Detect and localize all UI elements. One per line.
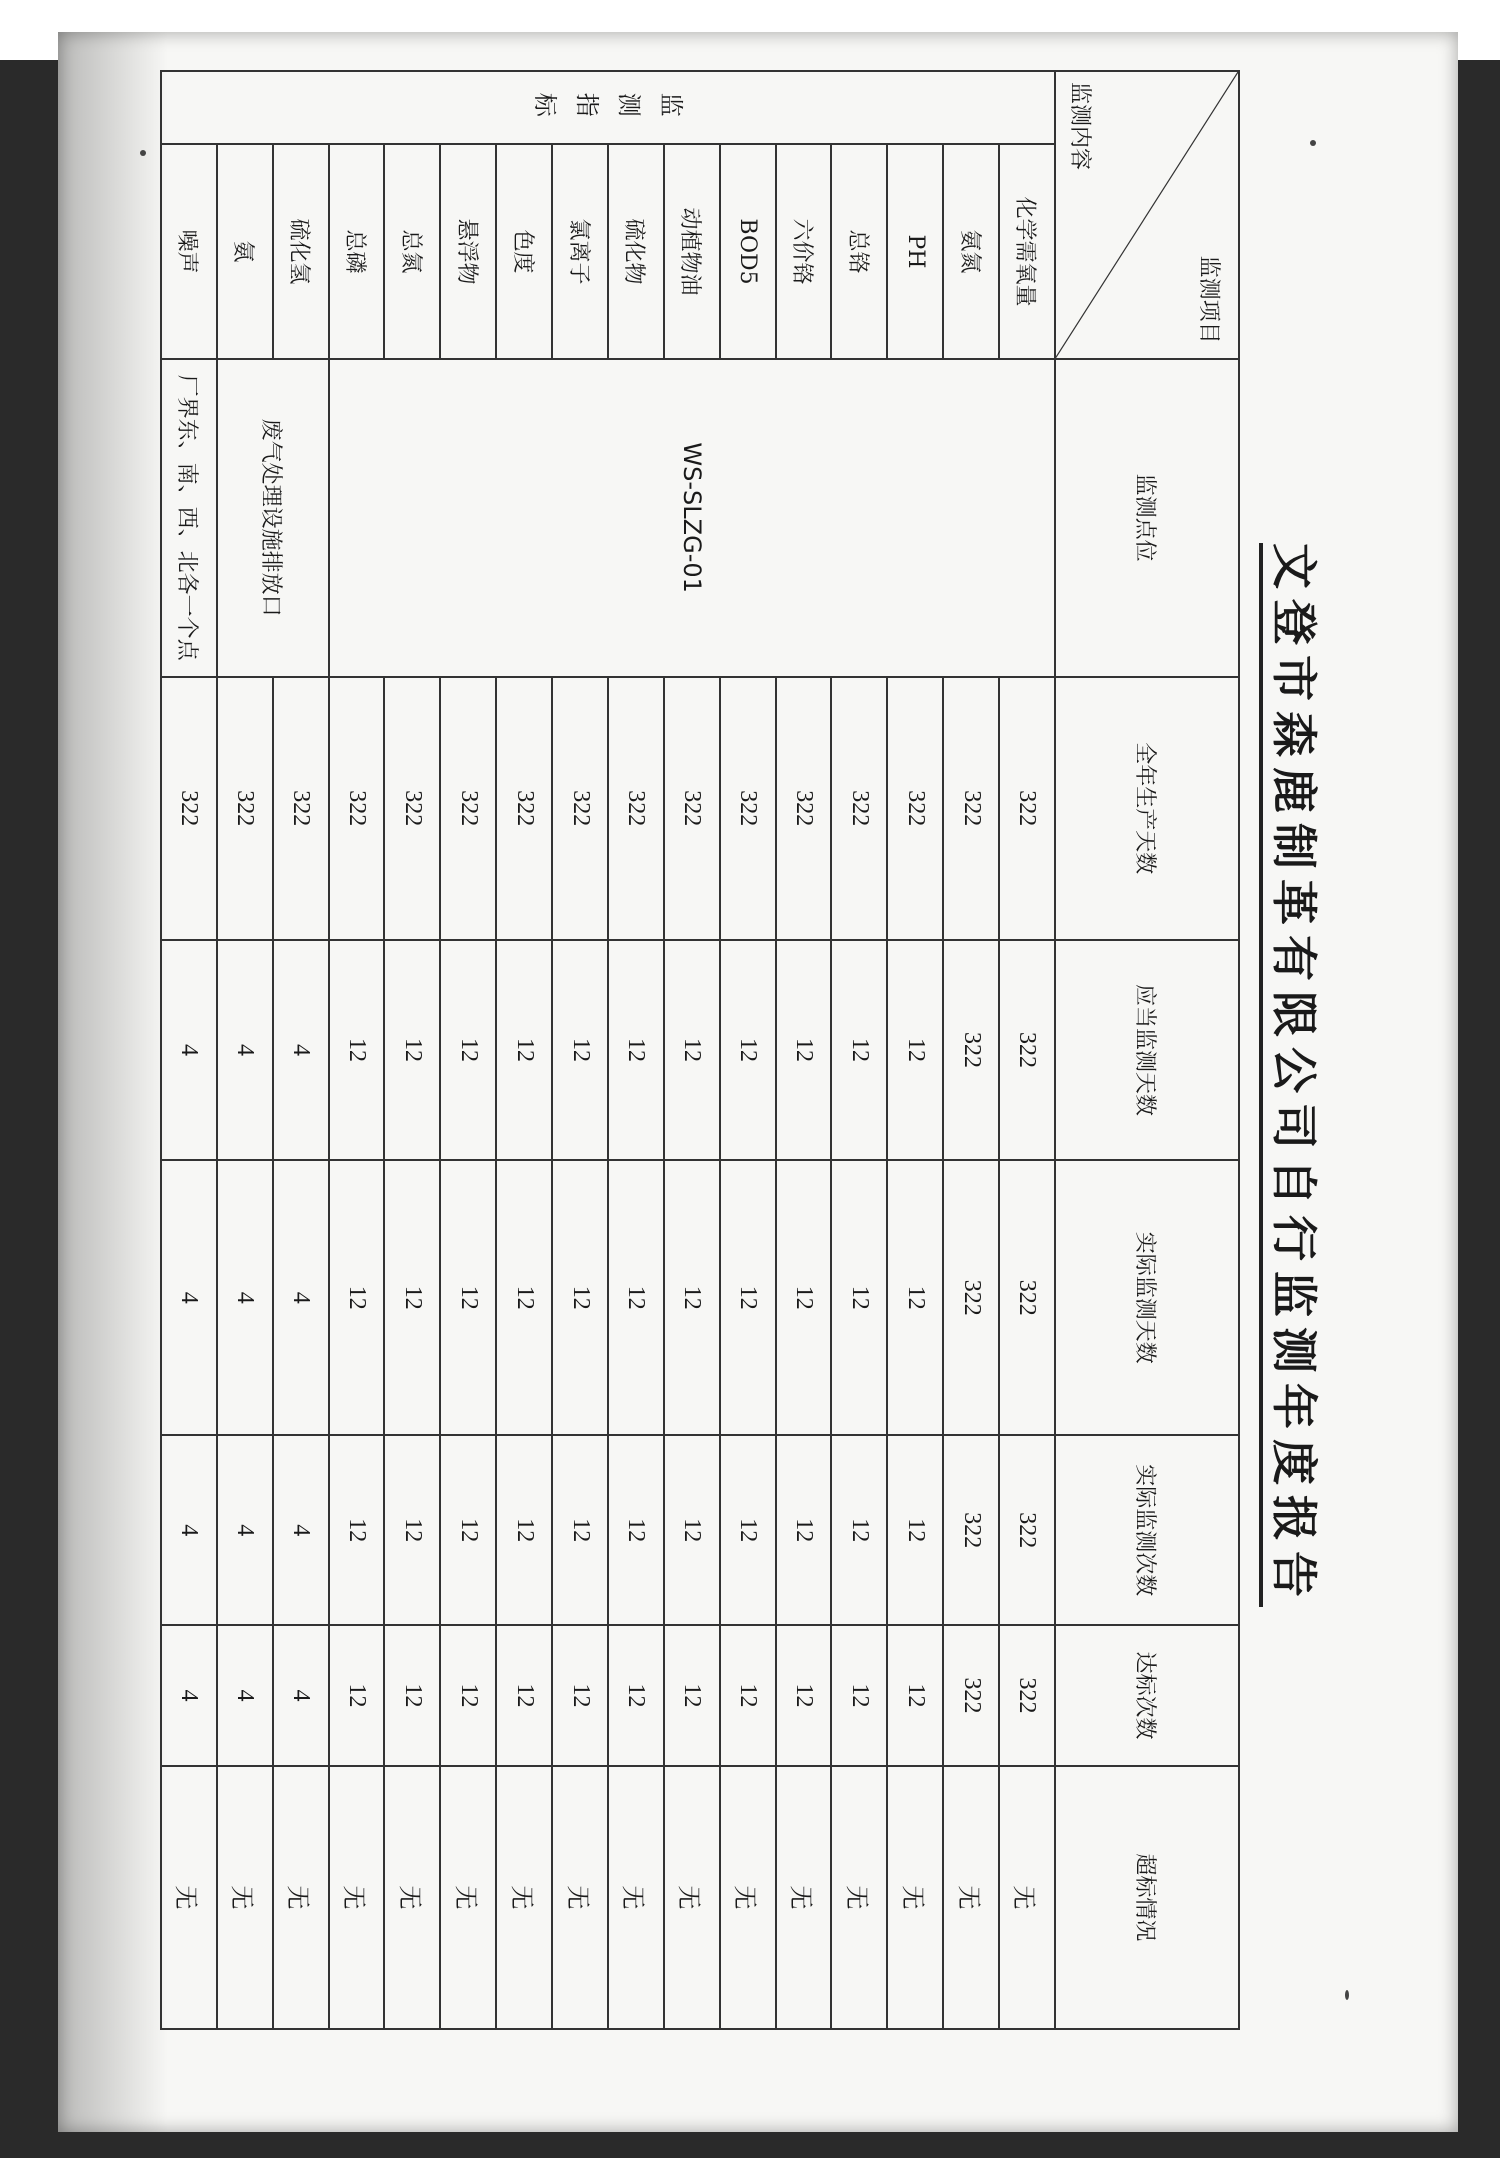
cell-actual-days: 12 bbox=[385, 1160, 441, 1435]
cell-should: 12 bbox=[440, 940, 496, 1160]
cell-should: 12 bbox=[608, 940, 664, 1160]
cell-pass: 4 bbox=[161, 1625, 217, 1766]
cell-should: 322 bbox=[943, 940, 999, 1160]
cell-actual-days: 12 bbox=[720, 1160, 776, 1435]
cell-should: 12 bbox=[887, 940, 943, 1160]
cell-exceed: 无 bbox=[664, 1766, 720, 2029]
cell-actual-times: 4 bbox=[161, 1435, 217, 1625]
cell-prod: 322 bbox=[664, 677, 720, 940]
row-item: 氨 bbox=[217, 144, 273, 358]
cell-actual-times: 12 bbox=[385, 1435, 441, 1625]
group-label-char: 指 bbox=[572, 92, 601, 123]
group-label-cell bbox=[161, 71, 1055, 144]
table-row bbox=[999, 71, 1055, 2029]
row-item: 总磷 bbox=[329, 144, 385, 358]
cell-should: 4 bbox=[161, 940, 217, 1160]
cell-prod: 322 bbox=[217, 677, 273, 940]
header-point: 监测点位 bbox=[1055, 359, 1239, 677]
cell-actual-times: 12 bbox=[887, 1435, 943, 1625]
cell-exceed: 无 bbox=[831, 1766, 887, 2029]
cell-exceed: 无 bbox=[720, 1766, 776, 2029]
table-row bbox=[273, 71, 329, 2029]
cell-prod: 322 bbox=[161, 677, 217, 940]
cell-actual-times: 12 bbox=[776, 1435, 832, 1625]
table-body bbox=[161, 71, 1055, 2029]
row-item: 硫化物 bbox=[608, 144, 664, 358]
row-item: 氯离子 bbox=[552, 144, 608, 358]
cell-should: 322 bbox=[999, 940, 1055, 1160]
cell-actual-days: 12 bbox=[440, 1160, 496, 1435]
cell-prod: 322 bbox=[329, 677, 385, 940]
cell-exceed: 无 bbox=[776, 1766, 832, 2029]
row-item: 悬浮物 bbox=[440, 144, 496, 358]
cell-prod: 322 bbox=[385, 677, 441, 940]
row-item: 化学需氧量 bbox=[999, 144, 1055, 358]
header-should-days: 应当监测天数 bbox=[1055, 940, 1239, 1160]
cell-actual-days: 12 bbox=[664, 1160, 720, 1435]
cell-exceed: 无 bbox=[329, 1766, 385, 2029]
cell-exceed: 无 bbox=[943, 1766, 999, 2029]
cell-prod: 322 bbox=[776, 677, 832, 940]
cell-exceed: 无 bbox=[161, 1766, 217, 2029]
cell-actual-days: 12 bbox=[831, 1160, 887, 1435]
cell-actual-days: 12 bbox=[552, 1160, 608, 1435]
cell-pass: 12 bbox=[385, 1625, 441, 1766]
cell-prod: 322 bbox=[273, 677, 329, 940]
header-pass-times: 达标次数 bbox=[1055, 1625, 1239, 1766]
header-exceed: 超标情况 bbox=[1055, 1766, 1239, 2029]
cell-should: 12 bbox=[496, 940, 552, 1160]
cell-pass: 12 bbox=[329, 1625, 385, 1766]
cell-actual-days: 12 bbox=[776, 1160, 832, 1435]
row-item: 色度 bbox=[496, 144, 552, 358]
header-actual-days: 实际监测天数 bbox=[1055, 1160, 1239, 1435]
cell-pass: 12 bbox=[776, 1625, 832, 1766]
cell-actual-times: 322 bbox=[999, 1435, 1055, 1625]
cell-pass: 12 bbox=[440, 1625, 496, 1766]
header-content-label: 监测内容 bbox=[1066, 82, 1092, 171]
cell-prod: 322 bbox=[720, 677, 776, 940]
cell-pass: 12 bbox=[887, 1625, 943, 1766]
cell-should: 12 bbox=[720, 940, 776, 1160]
table-row bbox=[161, 71, 217, 2029]
scan-speck bbox=[1345, 1990, 1349, 2000]
cell-actual-times: 12 bbox=[664, 1435, 720, 1625]
cell-exceed: 无 bbox=[273, 1766, 329, 2029]
cell-pass: 12 bbox=[496, 1625, 552, 1766]
row-item: 噪声 bbox=[161, 144, 217, 358]
row-item: PH bbox=[887, 144, 943, 358]
cell-should: 12 bbox=[831, 940, 887, 1160]
cell-should: 12 bbox=[329, 940, 385, 1160]
cell-actual-times: 322 bbox=[943, 1435, 999, 1625]
cell-actual-times: 12 bbox=[831, 1435, 887, 1625]
row-item: 总氮 bbox=[385, 144, 441, 358]
header-item-label: 监测项目 bbox=[1196, 255, 1221, 344]
report-title bbox=[1260, 530, 1330, 1620]
cell-actual-times: 12 bbox=[440, 1435, 496, 1625]
cell-actual-days: 4 bbox=[217, 1160, 273, 1435]
header-prod-days: 全年生产天数 bbox=[1055, 677, 1239, 940]
group-label-char: 标 bbox=[530, 92, 559, 123]
cell-pass: 12 bbox=[720, 1625, 776, 1766]
cell-prod: 322 bbox=[831, 677, 887, 940]
cell-prod: 322 bbox=[440, 677, 496, 940]
group-label-char: 监 bbox=[656, 92, 685, 123]
cell-actual-days: 4 bbox=[161, 1160, 217, 1435]
cell-actual-days: 322 bbox=[943, 1160, 999, 1435]
header-actual-times: 实际监测次数 bbox=[1055, 1435, 1239, 1625]
cell-prod: 322 bbox=[887, 677, 943, 940]
table-header-row bbox=[1055, 71, 1239, 2029]
group-label-char: 测 bbox=[614, 92, 643, 123]
cell-actual-days: 12 bbox=[329, 1160, 385, 1435]
row-item: 总铬 bbox=[831, 144, 887, 358]
row-item: 六价铬 bbox=[776, 144, 832, 358]
cell-actual-times: 12 bbox=[720, 1435, 776, 1625]
row-item: 氨氮 bbox=[943, 144, 999, 358]
cell-exceed: 无 bbox=[887, 1766, 943, 2029]
scan-speck bbox=[140, 150, 146, 156]
cell-actual-days: 4 bbox=[273, 1160, 329, 1435]
cell-actual-times: 12 bbox=[608, 1435, 664, 1625]
cell-prod: 322 bbox=[552, 677, 608, 940]
row-item: 硫化氢 bbox=[273, 144, 329, 358]
rotated-page-content bbox=[140, 60, 1330, 2060]
cell-pass: 4 bbox=[273, 1625, 329, 1766]
cell-pass: 12 bbox=[552, 1625, 608, 1766]
scan-speck bbox=[1310, 140, 1316, 146]
cell-actual-days: 12 bbox=[608, 1160, 664, 1435]
cell-exceed: 无 bbox=[999, 1766, 1055, 2029]
cell-prod: 322 bbox=[608, 677, 664, 940]
cell-exceed: 无 bbox=[440, 1766, 496, 2029]
cell-should: 12 bbox=[552, 940, 608, 1160]
cell-should: 12 bbox=[776, 940, 832, 1160]
cell-exceed: 无 bbox=[496, 1766, 552, 2029]
report-title-text: 文登市森鹿制革有限公司自行监测年度报告 bbox=[1259, 543, 1321, 1607]
cell-actual-times: 4 bbox=[273, 1435, 329, 1625]
cell-actual-times: 12 bbox=[552, 1435, 608, 1625]
row-item: BOD5 bbox=[720, 144, 776, 358]
cell-exceed: 无 bbox=[608, 1766, 664, 2029]
cell-actual-days: 12 bbox=[887, 1160, 943, 1435]
cell-actual-days: 322 bbox=[999, 1160, 1055, 1435]
cell-exceed: 无 bbox=[552, 1766, 608, 2029]
cell-prod: 322 bbox=[943, 677, 999, 940]
cell-exceed: 无 bbox=[217, 1766, 273, 2029]
cell-actual-times: 4 bbox=[217, 1435, 273, 1625]
cell-pass: 322 bbox=[943, 1625, 999, 1766]
cell-pass: 12 bbox=[608, 1625, 664, 1766]
monitoring-table bbox=[160, 70, 1240, 2030]
cell-should: 4 bbox=[273, 940, 329, 1160]
cell-prod: 322 bbox=[496, 677, 552, 940]
cell-pass: 12 bbox=[664, 1625, 720, 1766]
point-wastewater: WS-SLZG-01 bbox=[329, 359, 1055, 677]
cell-actual-times: 12 bbox=[329, 1435, 385, 1625]
cell-should: 12 bbox=[664, 940, 720, 1160]
cell-actual-days: 12 bbox=[496, 1160, 552, 1435]
cell-pass: 4 bbox=[217, 1625, 273, 1766]
cell-actual-times: 12 bbox=[496, 1435, 552, 1625]
row-item: 动植物油 bbox=[664, 144, 720, 358]
cell-should: 4 bbox=[217, 940, 273, 1160]
diagonal-header-cell bbox=[1055, 71, 1239, 359]
cell-exceed: 无 bbox=[385, 1766, 441, 2029]
cell-pass: 12 bbox=[831, 1625, 887, 1766]
point-boundary: 厂界东、南、西、北各一个点 bbox=[161, 359, 217, 677]
cell-prod: 322 bbox=[999, 677, 1055, 940]
point-exhaust: 废气处理设施排放口 bbox=[217, 359, 329, 677]
cell-should: 12 bbox=[385, 940, 441, 1160]
cell-pass: 322 bbox=[999, 1625, 1055, 1766]
